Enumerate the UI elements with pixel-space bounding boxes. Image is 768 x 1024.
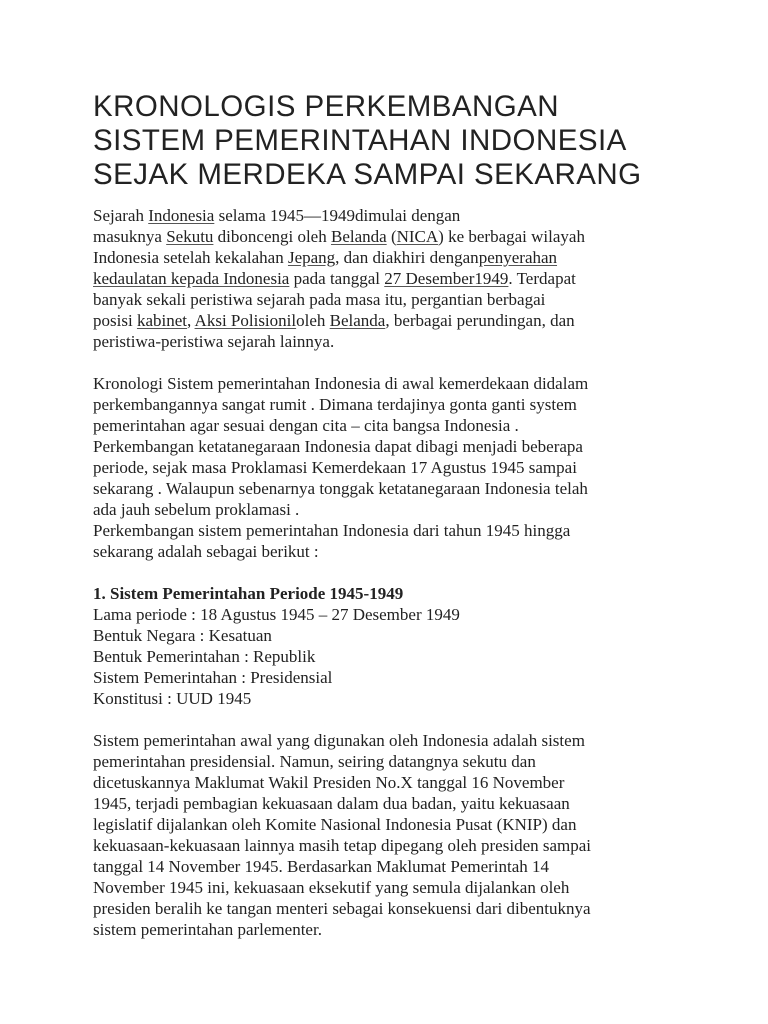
link-jepang[interactable]: Jepang xyxy=(287,248,336,267)
title-line: SEJAK MERDEKA SAMPAI SEKARANG xyxy=(93,158,642,191)
text-line: kekuasaan-kekuasaan lainnya masih tetap dipegang oleh presiden sampai xyxy=(93,836,592,855)
text-line: Sistem pemerintahan awal yang digunakan oleh Indonesia adalah sistem xyxy=(93,731,585,750)
text-line: sekarang . Walaupun sebenarnya tonggak ketatanegaraan Indonesia telah xyxy=(93,479,588,498)
link-belanda[interactable]: Belanda xyxy=(330,227,387,246)
link-kabinet[interactable]: kabinet xyxy=(136,311,187,330)
document-page xyxy=(93,90,693,940)
link-penyerahan[interactable]: penyerahan xyxy=(478,248,558,267)
text-span: ( xyxy=(386,227,397,246)
text-line xyxy=(93,205,693,226)
link-indonesia[interactable]: Indonesia xyxy=(148,206,215,225)
paragraph-spacer xyxy=(93,562,693,583)
text-span: . Terdapat xyxy=(508,269,576,288)
text-line xyxy=(93,226,693,247)
link-sekutu[interactable]: Sekutu xyxy=(166,227,214,246)
text-line: peristiwa-peristiwa sejarah lainnya. xyxy=(93,332,335,351)
text-span: masuknya xyxy=(93,227,167,246)
konstitusi: Konstitusi : UUD 1945 xyxy=(93,689,252,708)
intro-paragraph xyxy=(93,205,693,940)
text-line: dicetuskannya Maklumat Wakil Presiden No.X tanggal 16 November xyxy=(93,773,565,792)
text-line: 1945, terjadi pembagian kekuasaan dalam dua badan, yaitu kekuasaan xyxy=(93,794,570,813)
text-span: Sejarah xyxy=(93,206,149,225)
link-aksi-polisionil[interactable]: Aksi Polisionil xyxy=(194,311,297,330)
link-27-desember-1949[interactable]: 27 Desember1949 xyxy=(384,269,509,288)
text-span: , xyxy=(186,311,195,330)
paragraph-spacer xyxy=(93,709,693,730)
text-line: sistem pemerintahan parlementer. xyxy=(93,920,322,939)
title-line: KRONOLOGIS PERKEMBANGAN xyxy=(93,90,560,123)
text-line xyxy=(93,247,693,268)
text-line xyxy=(93,310,693,331)
lama-periode: Lama periode : 18 Agustus 1945 – 27 Desember 1949 xyxy=(93,605,460,624)
text-line: ada jauh sebelum proklamasi . xyxy=(93,500,300,519)
section-heading: 1. Sistem Pemerintahan Periode 1945-1949 xyxy=(93,584,404,603)
text-span: Indonesia setelah kekalahan xyxy=(93,248,288,267)
link-kedaulatan[interactable]: kedaulatan kepada Indonesia xyxy=(93,269,290,288)
text-line: sekarang adalah sebagai berikut : xyxy=(93,542,319,561)
text-line: Kronologi Sistem pemerintahan Indonesia di awal kemerdekaan didalam xyxy=(93,374,589,393)
text-line: perkembangannya sangat rumit . Dimana terdajinya gonta ganti system xyxy=(93,395,577,414)
text-line: November 1945 ini, kekuasaan eksekutif yang semula dijalankan oleh xyxy=(93,878,570,897)
text-line: legislatif dijalankan oleh Komite Nasional Indonesia Pusat (KNIP) dan xyxy=(93,815,577,834)
text-span: pada tanggal xyxy=(289,269,385,288)
text-span: posisi xyxy=(93,311,137,330)
title-line: SISTEM PEMERINTAHAN INDONESIA xyxy=(93,124,627,157)
text-span: selama 1945—1949dimulai dengan xyxy=(214,206,461,225)
text-line xyxy=(93,268,693,289)
text-line: tanggal 14 November 1945. Berdasarkan Maklumat Pemerintah 14 xyxy=(93,857,550,876)
text-line: Perkembangan ketatanegaraan Indonesia dapat dibagi menjadi beberapa xyxy=(93,437,583,456)
text-span: oleh xyxy=(296,311,330,330)
document-title xyxy=(93,90,693,192)
text-line: periode, sejak masa Proklamasi Kemerdekaan 17 Agustus 1945 sampai xyxy=(93,458,577,477)
text-line: banyak sekali peristiwa sejarah pada masa itu, pergantian berbagai xyxy=(93,290,546,309)
text-span: , dan diakhiri dengan xyxy=(335,248,479,267)
sistem-pemerintahan: Sistem Pemerintahan : Presidensial xyxy=(93,668,333,687)
link-belanda-2[interactable]: Belanda xyxy=(329,311,386,330)
text-line: pemerintahan presidensial. Namun, seiring datangnya sekutu dan xyxy=(93,752,536,771)
paragraph-spacer xyxy=(93,352,693,373)
text-span: ) ke berbagai wilayah xyxy=(438,227,585,246)
text-span: , berbagai perundingan, dan xyxy=(385,311,575,330)
bentuk-pemerintahan: Bentuk Pemerintahan : Republik xyxy=(93,647,316,666)
text-line: presiden beralih ke tangan menteri sebagai konsekuensi dari dibentuknya xyxy=(93,899,591,918)
text-span: diboncengi oleh xyxy=(213,227,331,246)
text-line: pemerintahan agar sesuai dengan cita – cita bangsa Indonesia . xyxy=(93,416,519,435)
link-nica[interactable]: NICA xyxy=(396,227,439,246)
text-line: Perkembangan sistem pemerintahan Indonesia dari tahun 1945 hingga xyxy=(93,521,571,540)
bentuk-negara: Bentuk Negara : Kesatuan xyxy=(93,626,272,645)
